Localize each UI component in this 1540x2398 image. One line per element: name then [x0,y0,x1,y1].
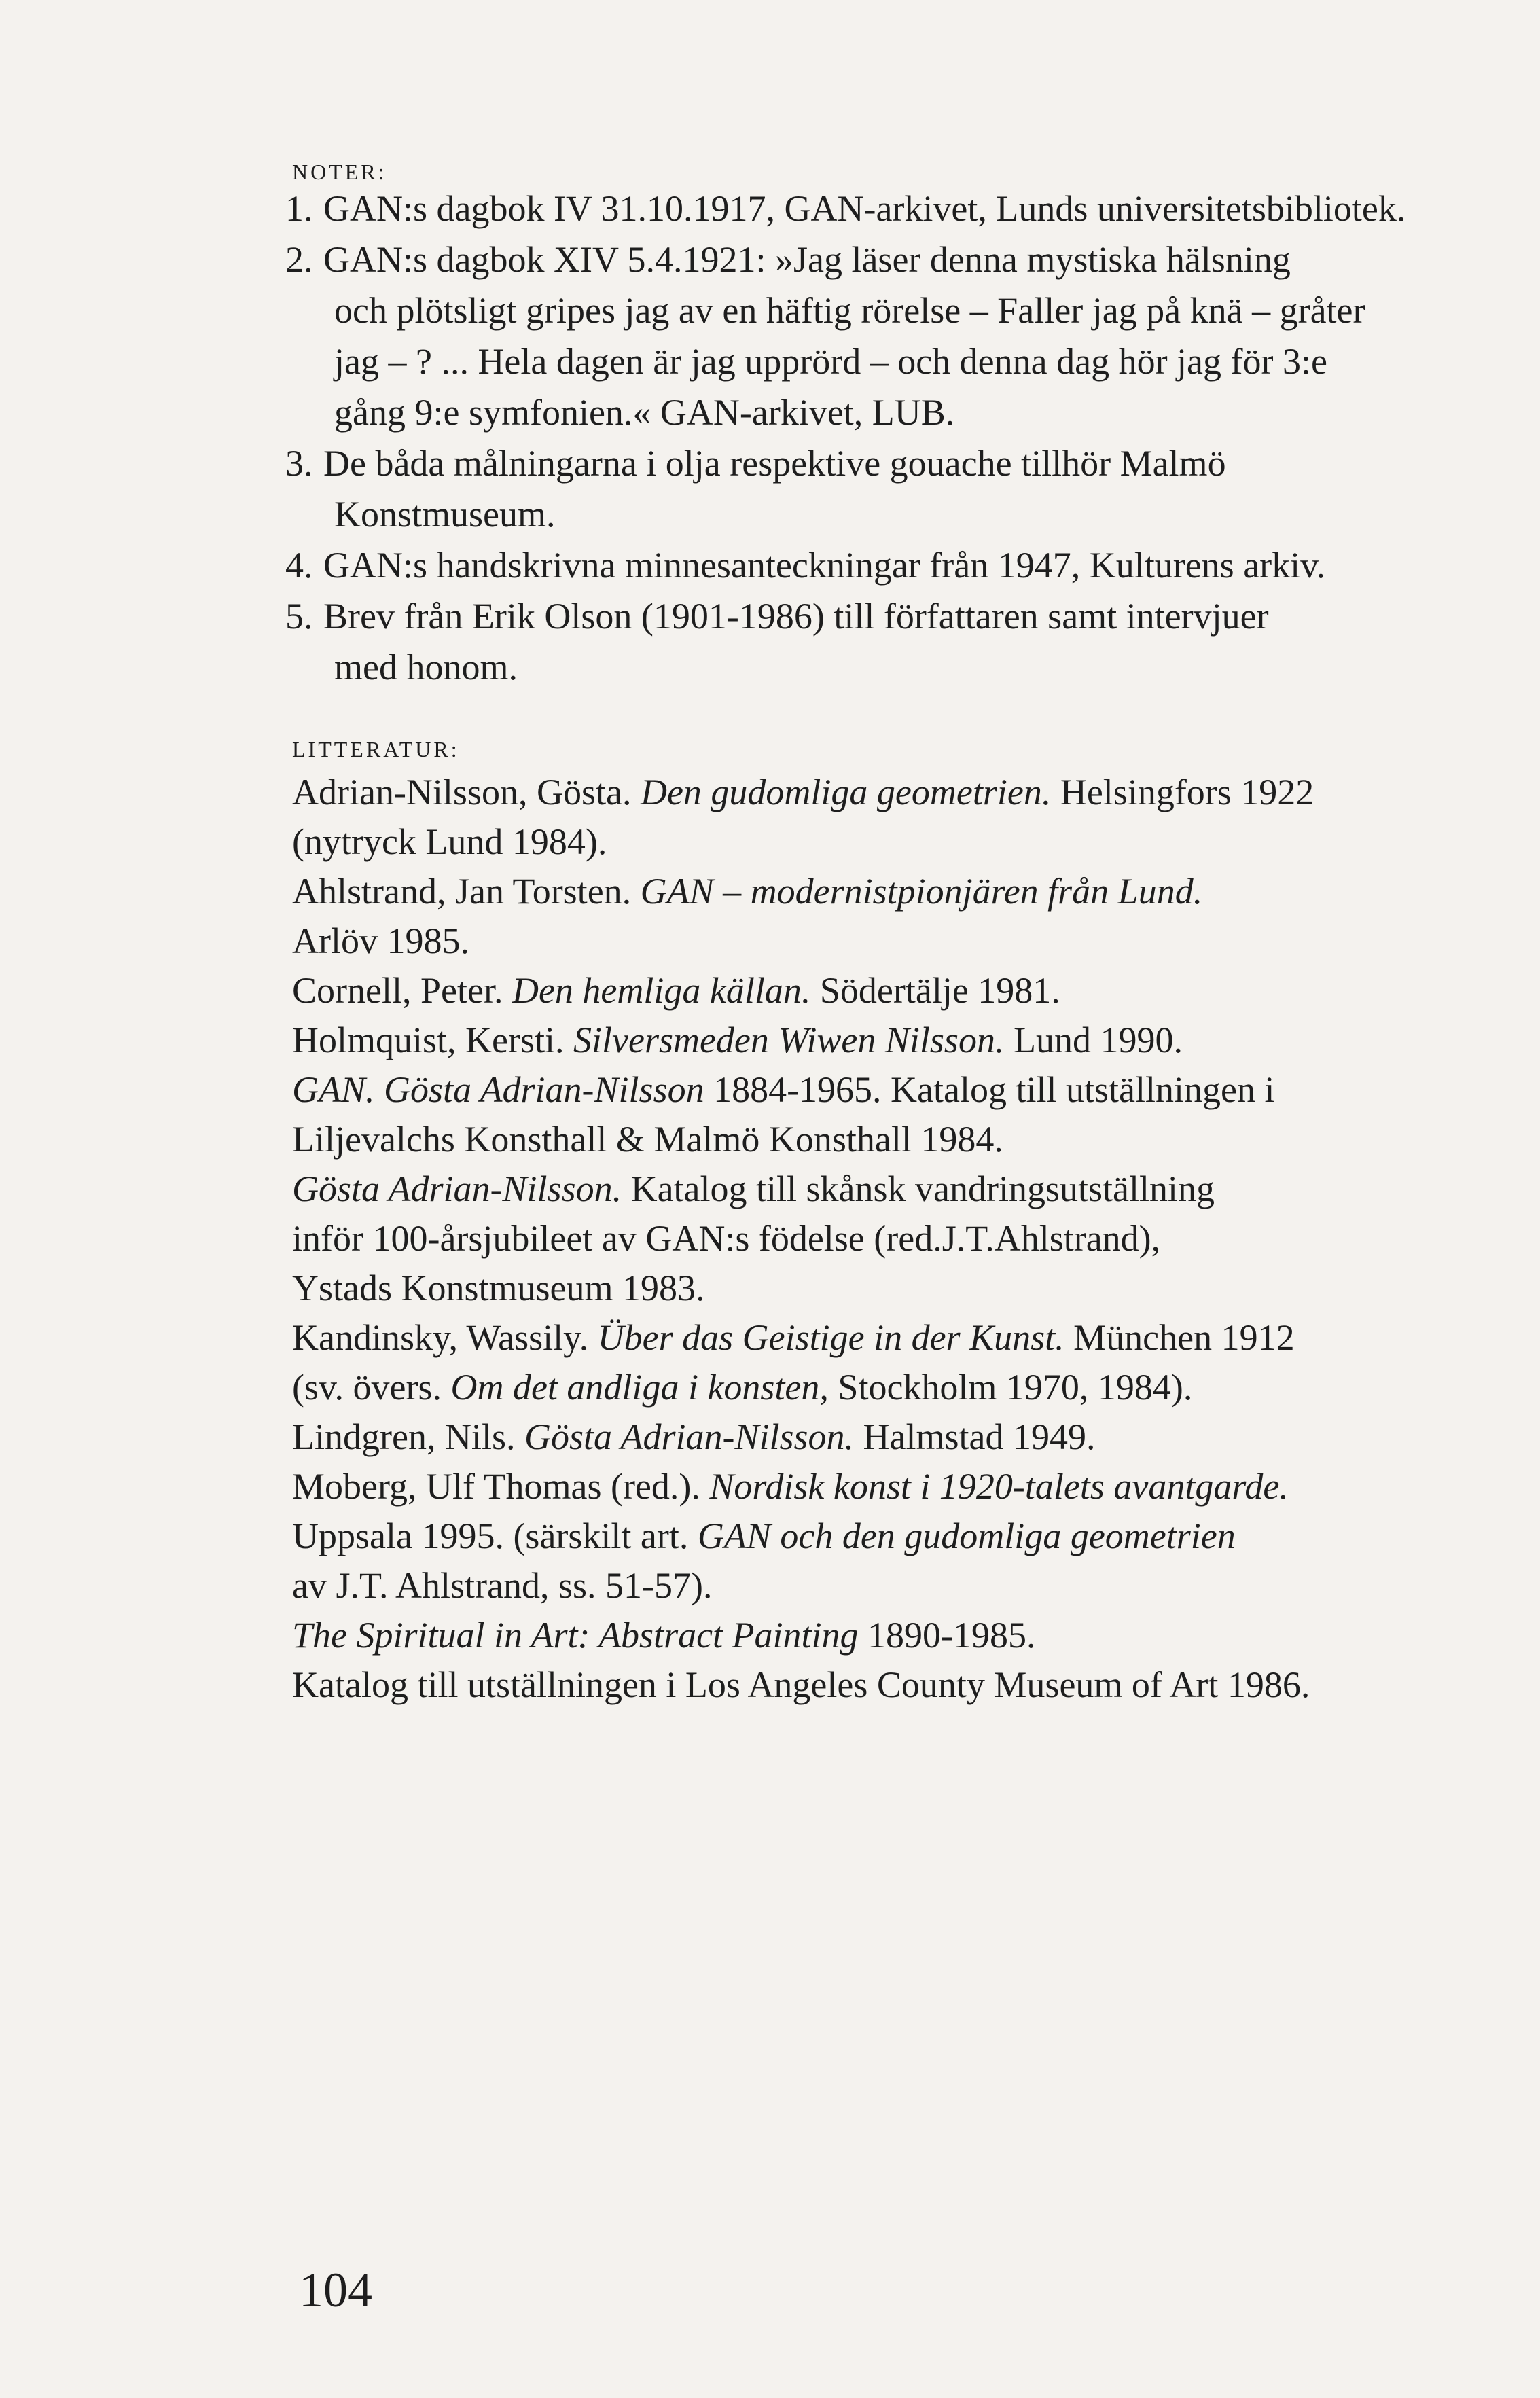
lit-text: (nytryck Lund 1984). [292,821,607,862]
note-1 [285,183,1481,234]
literature-heading: LITTERATUR: [292,737,460,762]
lit-line [292,1164,1501,1214]
lit-text: Ystads Konstmuseum 1983. [292,1268,705,1308]
lit-text: Liljevalchs Konsthall & Malmö Konsthall 1984. [292,1119,1003,1160]
lit-line [292,1313,1501,1363]
note-line: med honom. [334,647,518,687]
lit-line [292,1511,1501,1561]
note-line: Konstmuseum. [334,494,556,535]
note-line: GAN:s dagbok IV 31.10.1917, GAN-arkivet, Lunds universitetsbibliotek. [323,188,1406,229]
page-number: 104 [299,2263,372,2317]
lit-text: (sv. övers. [292,1367,451,1408]
note-line: jag – ? ... Hela dagen är jag upprörd – och denna dag hör jag för 3:e [334,341,1327,382]
lit-title: Über das Geistige in der Kunst. [597,1317,1064,1358]
note-4 [285,540,1481,591]
lit-line [292,1412,1501,1462]
lit-text: Kandinsky, Wassily. [292,1317,598,1358]
lit-text: 1890-1985. [858,1615,1036,1656]
lit-text: München 1912 [1064,1317,1295,1358]
notes-heading: NOTER: [292,160,387,184]
lit-title: Om det andliga i konsten, [450,1367,829,1408]
lit-text: Adrian-Nilsson, Gösta. [292,772,641,812]
lit-title: Silversmeden Wiwen Nilsson. [573,1020,1005,1060]
lit-line [292,768,1501,817]
lit-text: Stockholm 1970, 1984). [828,1367,1193,1408]
lit-text: Lund 1990. [1004,1020,1183,1060]
lit-line [292,1611,1501,1660]
note-line: GAN:s dagbok XIV 5.4.1921: »Jag läser denna mystiska hälsning [323,239,1291,280]
lit-text: Arlöv 1985. [292,920,469,961]
lit-title: Den hemliga källan. [512,970,811,1011]
lit-text: Halmstad 1949. [854,1416,1096,1457]
literature-list [292,768,1501,1710]
lit-title: GAN. Gösta Adrian-Nilsson [292,1069,704,1110]
lit-line [292,1016,1501,1065]
lit-title: GAN och den gudomliga geometrien [697,1516,1236,1556]
note-line: gång 9:e symfonien.« GAN-arkivet, LUB. [334,392,955,433]
lit-text: av J.T. Ahlstrand, ss. 51-57). [292,1565,713,1606]
notes-list [285,183,1481,693]
lit-text: Ahlstrand, Jan Torsten. [292,871,641,912]
lit-title: Den gudomliga geometrien. [640,772,1052,812]
note-line: och plötsligt gripes jag av en häftig rörelse – Faller jag på knä – gråter [334,290,1365,331]
note-2 [285,234,1481,438]
note-number: 4. [285,545,313,586]
lit-line [292,1660,1501,1710]
note-number: 3. [285,443,313,484]
lit-line [292,1363,1501,1412]
lit-text: Holmquist, Kersti. [292,1020,573,1060]
lit-title: The Spiritual in Art: Abstract Painting [292,1615,859,1656]
lit-line [292,867,1501,916]
lit-line [292,966,1501,1016]
note-number: 2. [285,239,313,280]
lit-text: Helsingfors 1922 [1051,772,1314,812]
lit-text: 1884-1965. Katalog till utställningen i [704,1069,1275,1110]
lit-text: inför 100-årsjubileet av GAN:s födelse (red.J.T.Ahlstrand), [292,1218,1161,1259]
lit-text: Moberg, Ulf Thomas (red.). [292,1466,710,1507]
lit-text: Cornell, Peter. [292,970,512,1011]
note-3 [285,438,1481,540]
lit-title: Gösta Adrian-Nilsson. [292,1168,622,1209]
lit-text: Lindgren, Nils. [292,1416,524,1457]
note-line: Brev från Erik Olson (1901-1986) till författaren samt intervjuer [323,596,1269,637]
lit-line [292,916,1501,966]
lit-text: Södertälje 1981. [810,970,1060,1011]
lit-text: Uppsala 1995. (särskilt art. [292,1516,698,1556]
lit-title: Nordisk konst i 1920-talets avantgarde. [709,1466,1289,1507]
lit-text: Katalog till skånsk vandringsutställning [622,1168,1215,1209]
lit-line [292,1115,1501,1164]
lit-title: GAN – modernistpionjären från Lund. [640,871,1203,912]
lit-text: Katalog till utställningen i Los Angeles County Museum of Art 1986. [292,1664,1310,1705]
lit-line [292,1462,1501,1511]
lit-line [292,1065,1501,1115]
note-line: GAN:s handskrivna minnesanteckningar från 1947, Kulturens arkiv. [323,545,1326,586]
note-5 [285,591,1481,693]
note-line: De båda målningarna i olja respektive gouache tillhör Malmö [323,443,1226,484]
note-number: 1. [285,188,313,229]
lit-line [292,1561,1501,1611]
lit-line [292,817,1501,867]
lit-line [292,1214,1501,1264]
lit-title: Gösta Adrian-Nilsson. [524,1416,855,1457]
lit-line [292,1264,1501,1313]
note-number: 5. [285,596,313,637]
